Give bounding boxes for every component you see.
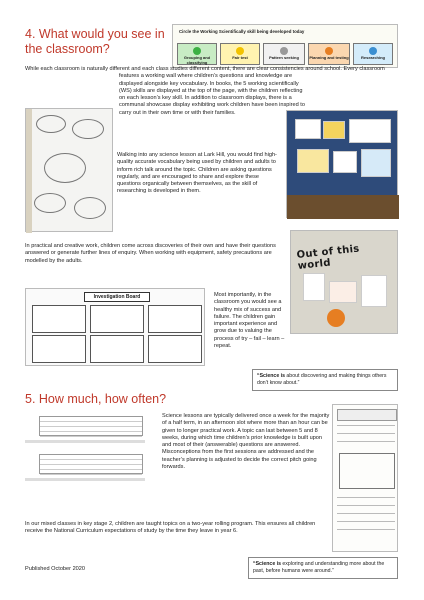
board-panel	[148, 305, 202, 333]
quote-1-text: about discovering and making things others don’t know about.”	[257, 373, 387, 386]
ws-skill-researching: Researching	[353, 43, 393, 65]
section-5-para-2: In our mixed classes in key stage 2, children are taught topics on a two-year rolling program. This ensures all children receive the National Curriculum expectations of study by the time they leave in year 6.	[25, 521, 316, 535]
planet-icon	[327, 309, 345, 327]
ws-skill-planning: Planning and testing	[308, 43, 350, 65]
quote-2-bold: “Science is	[253, 561, 281, 567]
section-5-heading: 5. How much, how often?	[25, 392, 167, 406]
planning-table	[39, 454, 143, 474]
out-of-this-world-photo	[290, 230, 398, 334]
display-card	[295, 119, 321, 139]
planning-icon	[325, 47, 333, 55]
investigation-board-photo	[25, 288, 205, 366]
investigation-board-title: Investigation Board	[84, 292, 150, 302]
display-table	[287, 195, 399, 219]
display-card	[349, 119, 391, 143]
classroom-display-photo	[286, 110, 398, 218]
thought-cloud	[72, 119, 104, 139]
table-caption	[25, 478, 145, 481]
book-diagram	[339, 453, 395, 489]
quote-box-1	[252, 369, 398, 391]
board-panel	[32, 335, 86, 363]
ws-strip	[337, 409, 397, 421]
thought-cloud	[36, 115, 66, 133]
section-4-para-1: While each classroom is naturally different and each class studies different content, there are clear consistencies around school. Every classroom features a working wall where children’s questions and knowledge are displayed alongside key vocabulary. In books, the 5 working scientifically (WS) skills are displayed at the top of the page, with the children reflecting on each lesson’s key skill. In addition to classroom displays, there is a communal showcase display exhibiting work children have been inspired to carry out in their own time or with their families.	[25, 66, 385, 116]
section-4-heading: 4. What would you see in the classroom?	[25, 27, 165, 56]
display-card	[333, 151, 357, 173]
board-panel	[90, 335, 144, 363]
board-panel	[32, 305, 86, 333]
table-caption	[25, 440, 145, 443]
display-card	[329, 281, 357, 303]
display-banner-text: Out of this world	[296, 243, 361, 272]
planning-table	[39, 416, 143, 436]
working-wall-photo	[25, 108, 113, 232]
fair-test-icon	[236, 47, 244, 55]
ws-skill-fair-test: Fair test	[220, 43, 260, 65]
pattern-icon	[280, 47, 288, 55]
thought-cloud	[34, 193, 66, 213]
exercise-book-photo	[332, 404, 398, 552]
thought-cloud	[44, 153, 86, 183]
board-panel	[90, 305, 144, 333]
display-card	[297, 149, 329, 173]
display-card	[303, 273, 325, 301]
quote-2-text: exploring and understanding more about the past, before humans were around.”	[253, 561, 385, 574]
section-4-para-3: In practical and creative work, children come across discoveries of their own and have their questions answered or generate further lines of enquiry. When working with equipment, safety precautions are modelled by the adults.	[25, 243, 276, 264]
ws-skill-grouping: Grouping and classifying	[177, 43, 217, 65]
section-4-para-2: Walking into any science lesson at Lark Hill, you would find high-quality accurate vocabulary being used by children and adults to inform rich talk around the topic. Children are asking questions regularly, and are encouraged to share and explore these questions organically between themselves, as the skill of researching is developed in them.	[117, 152, 277, 195]
board-edge	[26, 109, 32, 233]
section-5-para-1: Science lessons are typically delivered once a week for the majority of a half term, in an afternoon slot where more than an hour can be given to longer practical work. A topic can last between 5 and 8 weeks, during which time children’s prior knowledge is built upon and most of their (answerable) questions are answered. Misconceptions from the first sessions are addressed and the teacher’s planning is adjusted to decide the correct pitch going forwards.	[162, 413, 330, 471]
ws-skill-pattern: Pattern seeking	[263, 43, 305, 65]
thought-cloud	[74, 197, 106, 219]
display-card	[361, 149, 391, 177]
section-4-para-4: Most importantly, in the classroom you would see a healthy mix of success and failure. The children gain important experience and grow due to valuing the process of try – fail – learn – repeat.	[214, 292, 285, 350]
published-date: Published October 2020	[25, 566, 86, 572]
grouping-icon	[193, 47, 201, 55]
board-panel	[148, 335, 202, 363]
researching-icon	[369, 47, 377, 55]
display-card	[361, 275, 387, 307]
ws-banner-title: Circle the Working Scientifically skill being developed today	[179, 29, 305, 34]
quote-1-bold: “Science is	[257, 373, 285, 379]
quote-box-2	[248, 557, 398, 579]
planning-tables-image	[25, 412, 155, 490]
ws-skills-banner	[172, 24, 398, 68]
display-card	[323, 121, 345, 139]
